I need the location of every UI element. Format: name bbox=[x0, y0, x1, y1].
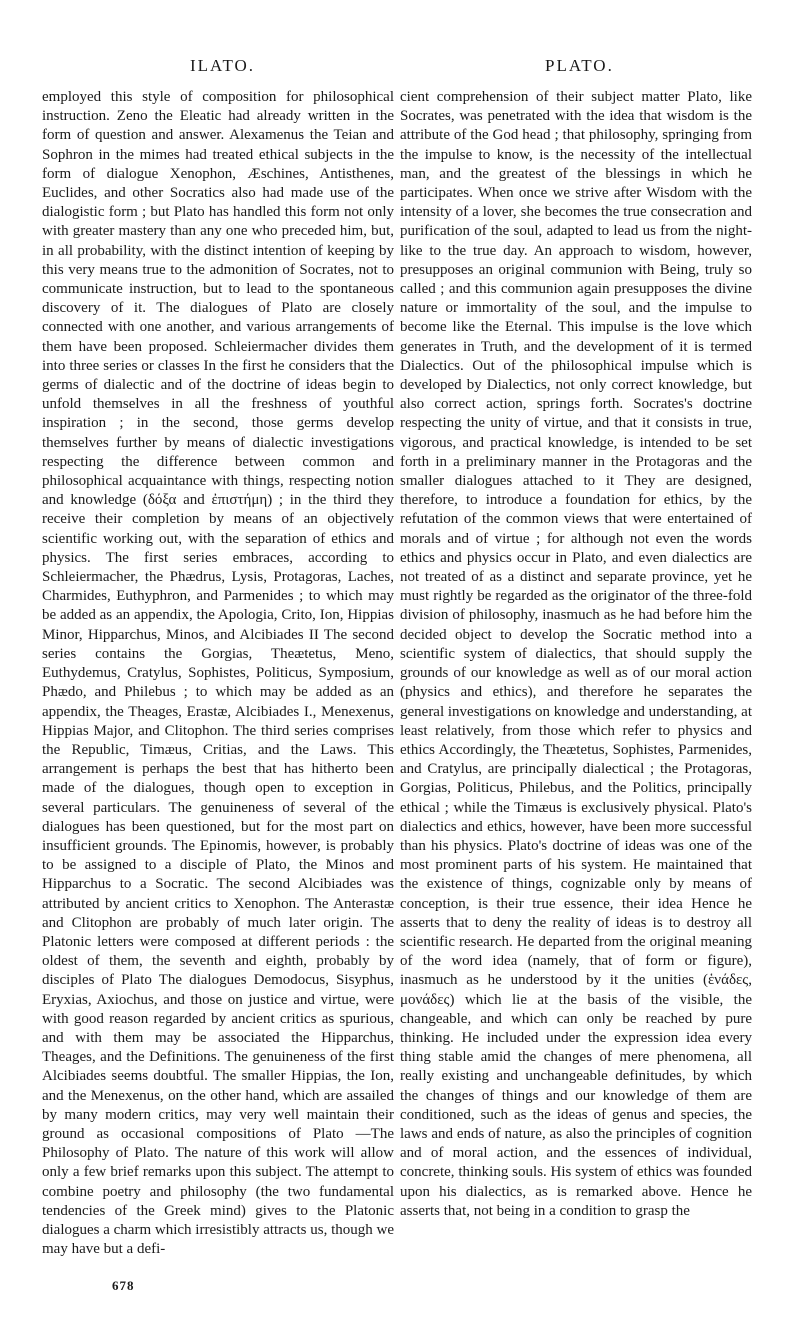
running-head-right: PLATO. bbox=[545, 56, 614, 75]
text-column-left bbox=[42, 88, 394, 1259]
column-left-text: employed this style of composition for philosophical instruction. Zeno the Eleatic had already written in the form of question and answer. Alexamenus the Teian and Sophron in the mimes had treated ethical subjects in the form of dialogue Xenophon, Æschines, Antisthenes, Euclides, and other Socratics also had made use of the dialogistic form ; but Plato has handled this form not only with greater mastery than any one who preceded him, but, in all probability, with the distinct intention of keeping by this very means true to the admonition of Socrates, not to communicate instruction, but to lead to the spontaneous discovery of it. The dialogues of Plato are closely connected with one another, and various arrangements of them have been proposed. Schleiermacher divides them into three series or classes In the first he considers that the germs of dialectic and of the doctrine of ideas begin to unfold themselves in all the freshness of youthful inspiration ; in the second, those germs develop themselves further by means of dialectic investigations respecting the difference between common and philosophical acquaintance with things, respecting notion and knowledge (δόξα and ἐπιστήμη) ; in the third they receive their completion by means of an objectively scientific working out, with the separation of ethics and physics. The first series embraces, according to Schleiermacher, the Phædrus, Lysis, Protagoras, Laches, Charmides, Euthyphron, and Parmenides ; to which may be added as an appendix, the Apologia, Crito, Ion, Hippias Minor, Hipparchus, Minos, and Alcibiades II The second series contains the Gorgias, Theætetus, Meno, Euthydemus, Cratylus, Sophistes, Politicus, Symposium, Phædo, and Philebus ; to which may be added as an appendix, the Theages, Erastæ, Alcibiades I., Menexenus, Hippias Major, and Clitophon. The third series comprises the Republic, Timæus, Critias, and the Laws. This arrangement is perhaps the best that has hitherto been made of the dialogues, though open to exception in several particulars. The genuineness of several of the dialogues has been questioned, but for the most part on insufficient grounds. The Epinomis, however, is probably to be assigned to a disciple of Plato, the Minos and Hipparchus to a Socratic. The second Alcibiades was attributed by ancient critics to Xenophon. The Anterastæ and Clitophon are probably of much later origin. The Platonic letters were composed at different periods : the oldest of them, the seventh and eighth, probably by disciples of Plato The dialogues Demodocus, Sisyphus, Eryxias, Axiochus, and those on justice and virtue, were with good reason regarded by ancient critics as spurious, and with them may be associated the Hipparchus, Theages, and the Definitions. The genuineness of the first Alcibiades seems doubtful. The smaller Hippias, the Ion, and the Menexenus, on the other hand, which are assailed by many modern critics, may very well maintain their ground as occasional compositions of Plato —The Philosophy of Plato. The nature of this work will allow only a few brief remarks upon this subject. The attempt to combine poetry and philosophy (the two fundamental tendencies of the Greek mind) gives to the Platonic dialogues a charm which irresistibly attracts us, though we may have but a defi- bbox=[42, 89, 394, 1258]
running-head-left: ILATO. bbox=[190, 56, 256, 75]
page-number: 678 bbox=[112, 1278, 135, 1293]
column-right-text: cient comprehension of their subject matter Plato, like Socrates, was penetrated with the idea that wisdom is the attribute of the God head ; that philosophy, springing from the impulse to know, is the necessity of the intellectual man, and the greatest of the blessings in which he participates. When once we strive after Wisdom with the intensity of a lover, she becomes the true consecration and purification of the soul, adapted to lead us from the night-like to the true day. An approach to wisdom, however, presupposes an original communion with Being, truly so called ; and this communion again presupposes the divine nature or immortality of the soul, and the impulse to become like the Eternal. This impulse is the love which generates in Truth, and the development of it is termed Dialectics. Out of the philosophical impulse which is developed by Dialectics, not only correct knowledge, but also correct action, springs forth. Socrates's doctrine respecting the unity of virtue, and that it consists in true, vigorous, and practical knowledge, is intended to be set forth in a preliminary manner in the Protagoras and the smaller dialogues attached to it They are designed, therefore, to introduce a foundation for ethics, by the refutation of the common views that were entertained of morals and of virtue ; for although not even the words ethics and physics occur in Plato, and even dialectics are not treated of as a distinct and separate province, yet he must rightly be regarded as the originator of the three-fold division of philosophy, inasmuch as he had before him the decided object to develop the Socratic method into a scientific system of dialectics, that should supply the grounds of our knowledge as well as of our moral action (physics and ethics), and therefore he separates the general investigations on knowledge and understanding, at least relatively, from those which refer to physics and ethics Accordingly, the Theætetus, Sophistes, Parmenides, and Cratylus, are principally dialectical ; the Protagoras, Gorgias, Politicus, Philebus, and the Politics, principally ethical ; while the Timæus is exclusively physical. Plato's dialectics and ethics, however, have been more successful than his physics. Plato's doctrine of ideas was one of the most prominent parts of his system. He maintained that the existence of things, cognizable only by means of conception, is their true essence, their idea Hence he asserts that to deny the reality of ideas is to destroy all scientific research. He departed from the original meaning of the word idea (namely, that of form or figure), inasmuch as he understood by it the unities (ἑνάδες, μονάδες) which lie at the basis of the visible, the changeable, and which can only be reached by pure thinking. He included under the expression idea every thing stable amid the changes of mere phenomena, all really existing and unchangeable definitudes, by which the changes of things and our knowledge of them are conditioned, such as the ideas of genus and species, the laws and ends of nature, as also the principles of cognition and of moral action, and the essences of individual, concrete, thinking souls. His system of ethics was founded upon his dialectics, as is remarked above. Hence he asserts that, not being in a condition to grasp the bbox=[400, 89, 752, 1219]
text-column-right bbox=[400, 88, 752, 1221]
